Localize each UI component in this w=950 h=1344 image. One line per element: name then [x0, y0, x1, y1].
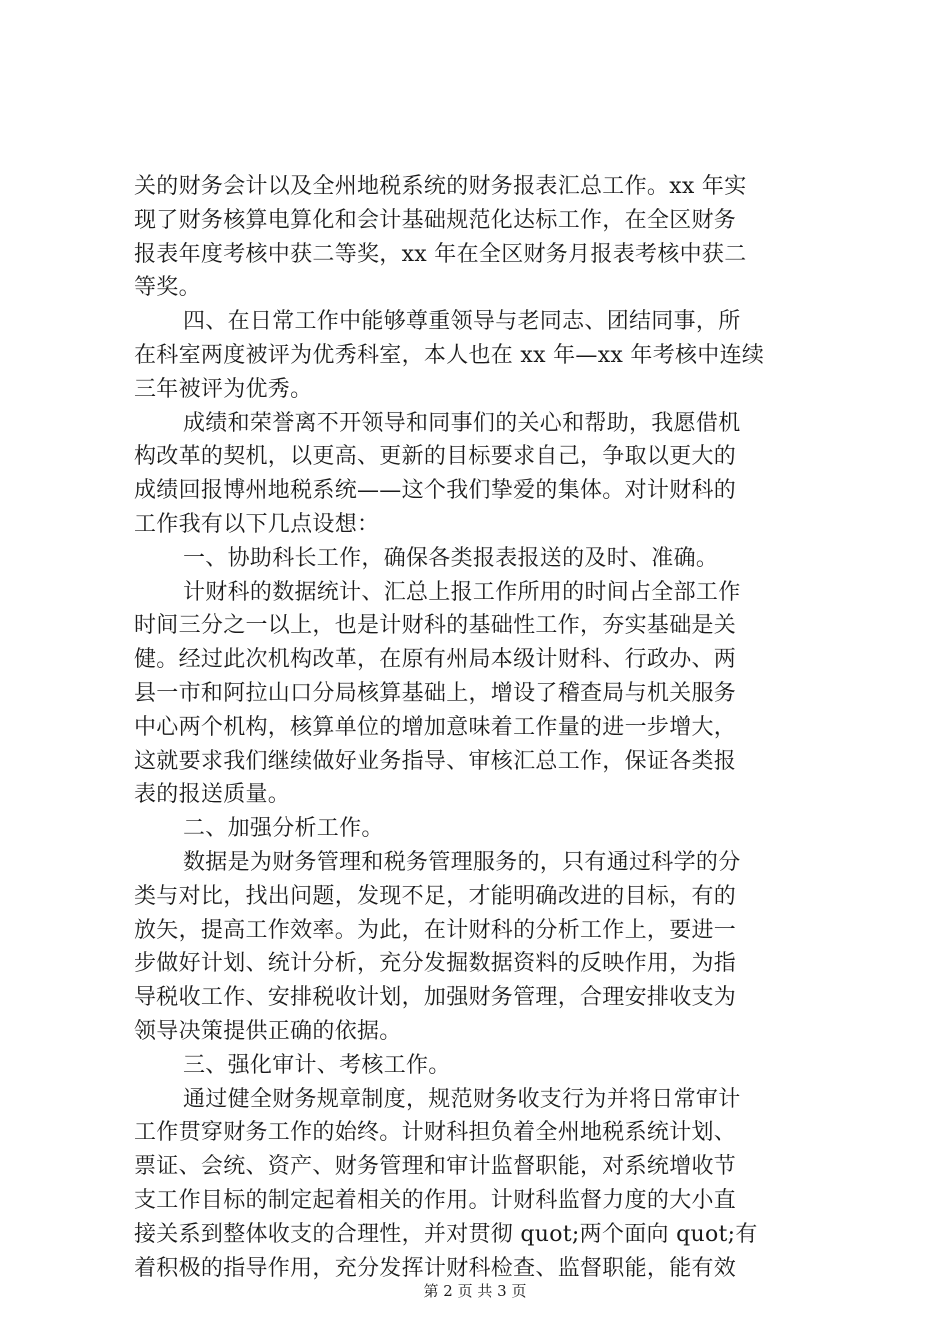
text-line: 工作贯穿财务工作的始终。计财科担负着全州地税系统计划、 — [134, 1120, 737, 1146]
text-line: 一、协助科长工作，确保各类报表报送的及时、准确。 — [183, 545, 719, 571]
text-line: 支工作目标的制定起着相关的作用。计财科监督力度的大小直 — [134, 1187, 737, 1213]
text-line: 健。经过此次机构改革，在原有州局本级计财科、行政办、两 — [134, 647, 737, 673]
text-line: 接关系到整体收支的合理性，并对贯彻 quot;两个面向 quot;有 — [134, 1221, 758, 1247]
text-line: 数据是为财务管理和税务管理服务的，只有通过科学的分 — [183, 849, 741, 875]
text-line: 构改革的契机，以更高、更新的目标要求自己，争取以更大的 — [134, 444, 737, 470]
text-line: 时间三分之一以上，也是计财科的基础性工作，夯实基础是关 — [134, 613, 737, 639]
text-line: 在科室两度被评为优秀科室，本人也在 xx 年—xx 年考核中连续 — [134, 342, 765, 368]
text-line: 三、强化审计、考核工作。 — [183, 1052, 451, 1078]
text-line: 类与对比，找出问题，发现不足，才能明确改进的目标，有的 — [134, 883, 737, 909]
text-line: 中心两个机构，核算单位的增加意味着工作量的进一步增大， — [134, 714, 737, 740]
text-line: 着积极的指导作用，充分发挥计财科检查、监督职能，能有效 — [134, 1255, 737, 1281]
text-line: 成绩和荣誉离不开领导和同事们的关心和帮助，我愿借机 — [183, 410, 741, 436]
text-line: 县一市和阿拉山口分局核算基础上，增设了稽查局与机关服务 — [134, 680, 737, 706]
text-line: 等奖。 — [134, 275, 201, 301]
text-line: 表的报送质量。 — [134, 782, 291, 808]
text-line: 成绩回报博州地税系统——这个我们挚爱的集体。对计财科的 — [134, 478, 737, 504]
text-line: 四、在日常工作中能够尊重领导与老同志、团结同事，所 — [183, 309, 741, 335]
text-line: 放矢，提高工作效率。为此，在计财科的分析工作上，要进一 — [134, 917, 737, 943]
text-line: 现了财务核算电算化和会计基础规范化达标工作，在全区财务 — [134, 207, 737, 233]
text-line: 通过健全财务规章制度，规范财务收支行为并将日常审计 — [183, 1086, 741, 1112]
document-body — [134, 170, 824, 1285]
text-line: 关的财务会计以及全州地税系统的财务报表汇总工作。xx 年实 — [134, 174, 747, 199]
text-line: 二、加强分析工作。 — [183, 816, 384, 842]
page-footer: 第 2 页 共 3 页 — [423, 1282, 527, 1300]
text-line: 报表年度考核中获二等奖，xx 年在全区财务月报表考核中获二 — [134, 241, 747, 267]
text-line: 工作我有以下几点设想： — [134, 511, 380, 537]
text-line: 计财科的数据统计、汇总上报工作所用的时间占全部工作 — [183, 579, 741, 605]
text-line: 步做好计划、统计分析，充分发掘数据资料的反映作用，为指 — [134, 951, 737, 977]
text-line: 票证、会统、资产、财务管理和审计监督职能，对系统增收节 — [134, 1154, 737, 1180]
text-line: 领导决策提供正确的依据。 — [134, 1018, 402, 1044]
text-line: 三年被评为优秀。 — [134, 376, 313, 402]
text-line: 这就要求我们继续做好业务指导、审核汇总工作，保证各类报 — [134, 748, 737, 774]
text-line: 导税收工作、安排税收计划，加强财务管理，合理安排收支为 — [134, 985, 737, 1011]
